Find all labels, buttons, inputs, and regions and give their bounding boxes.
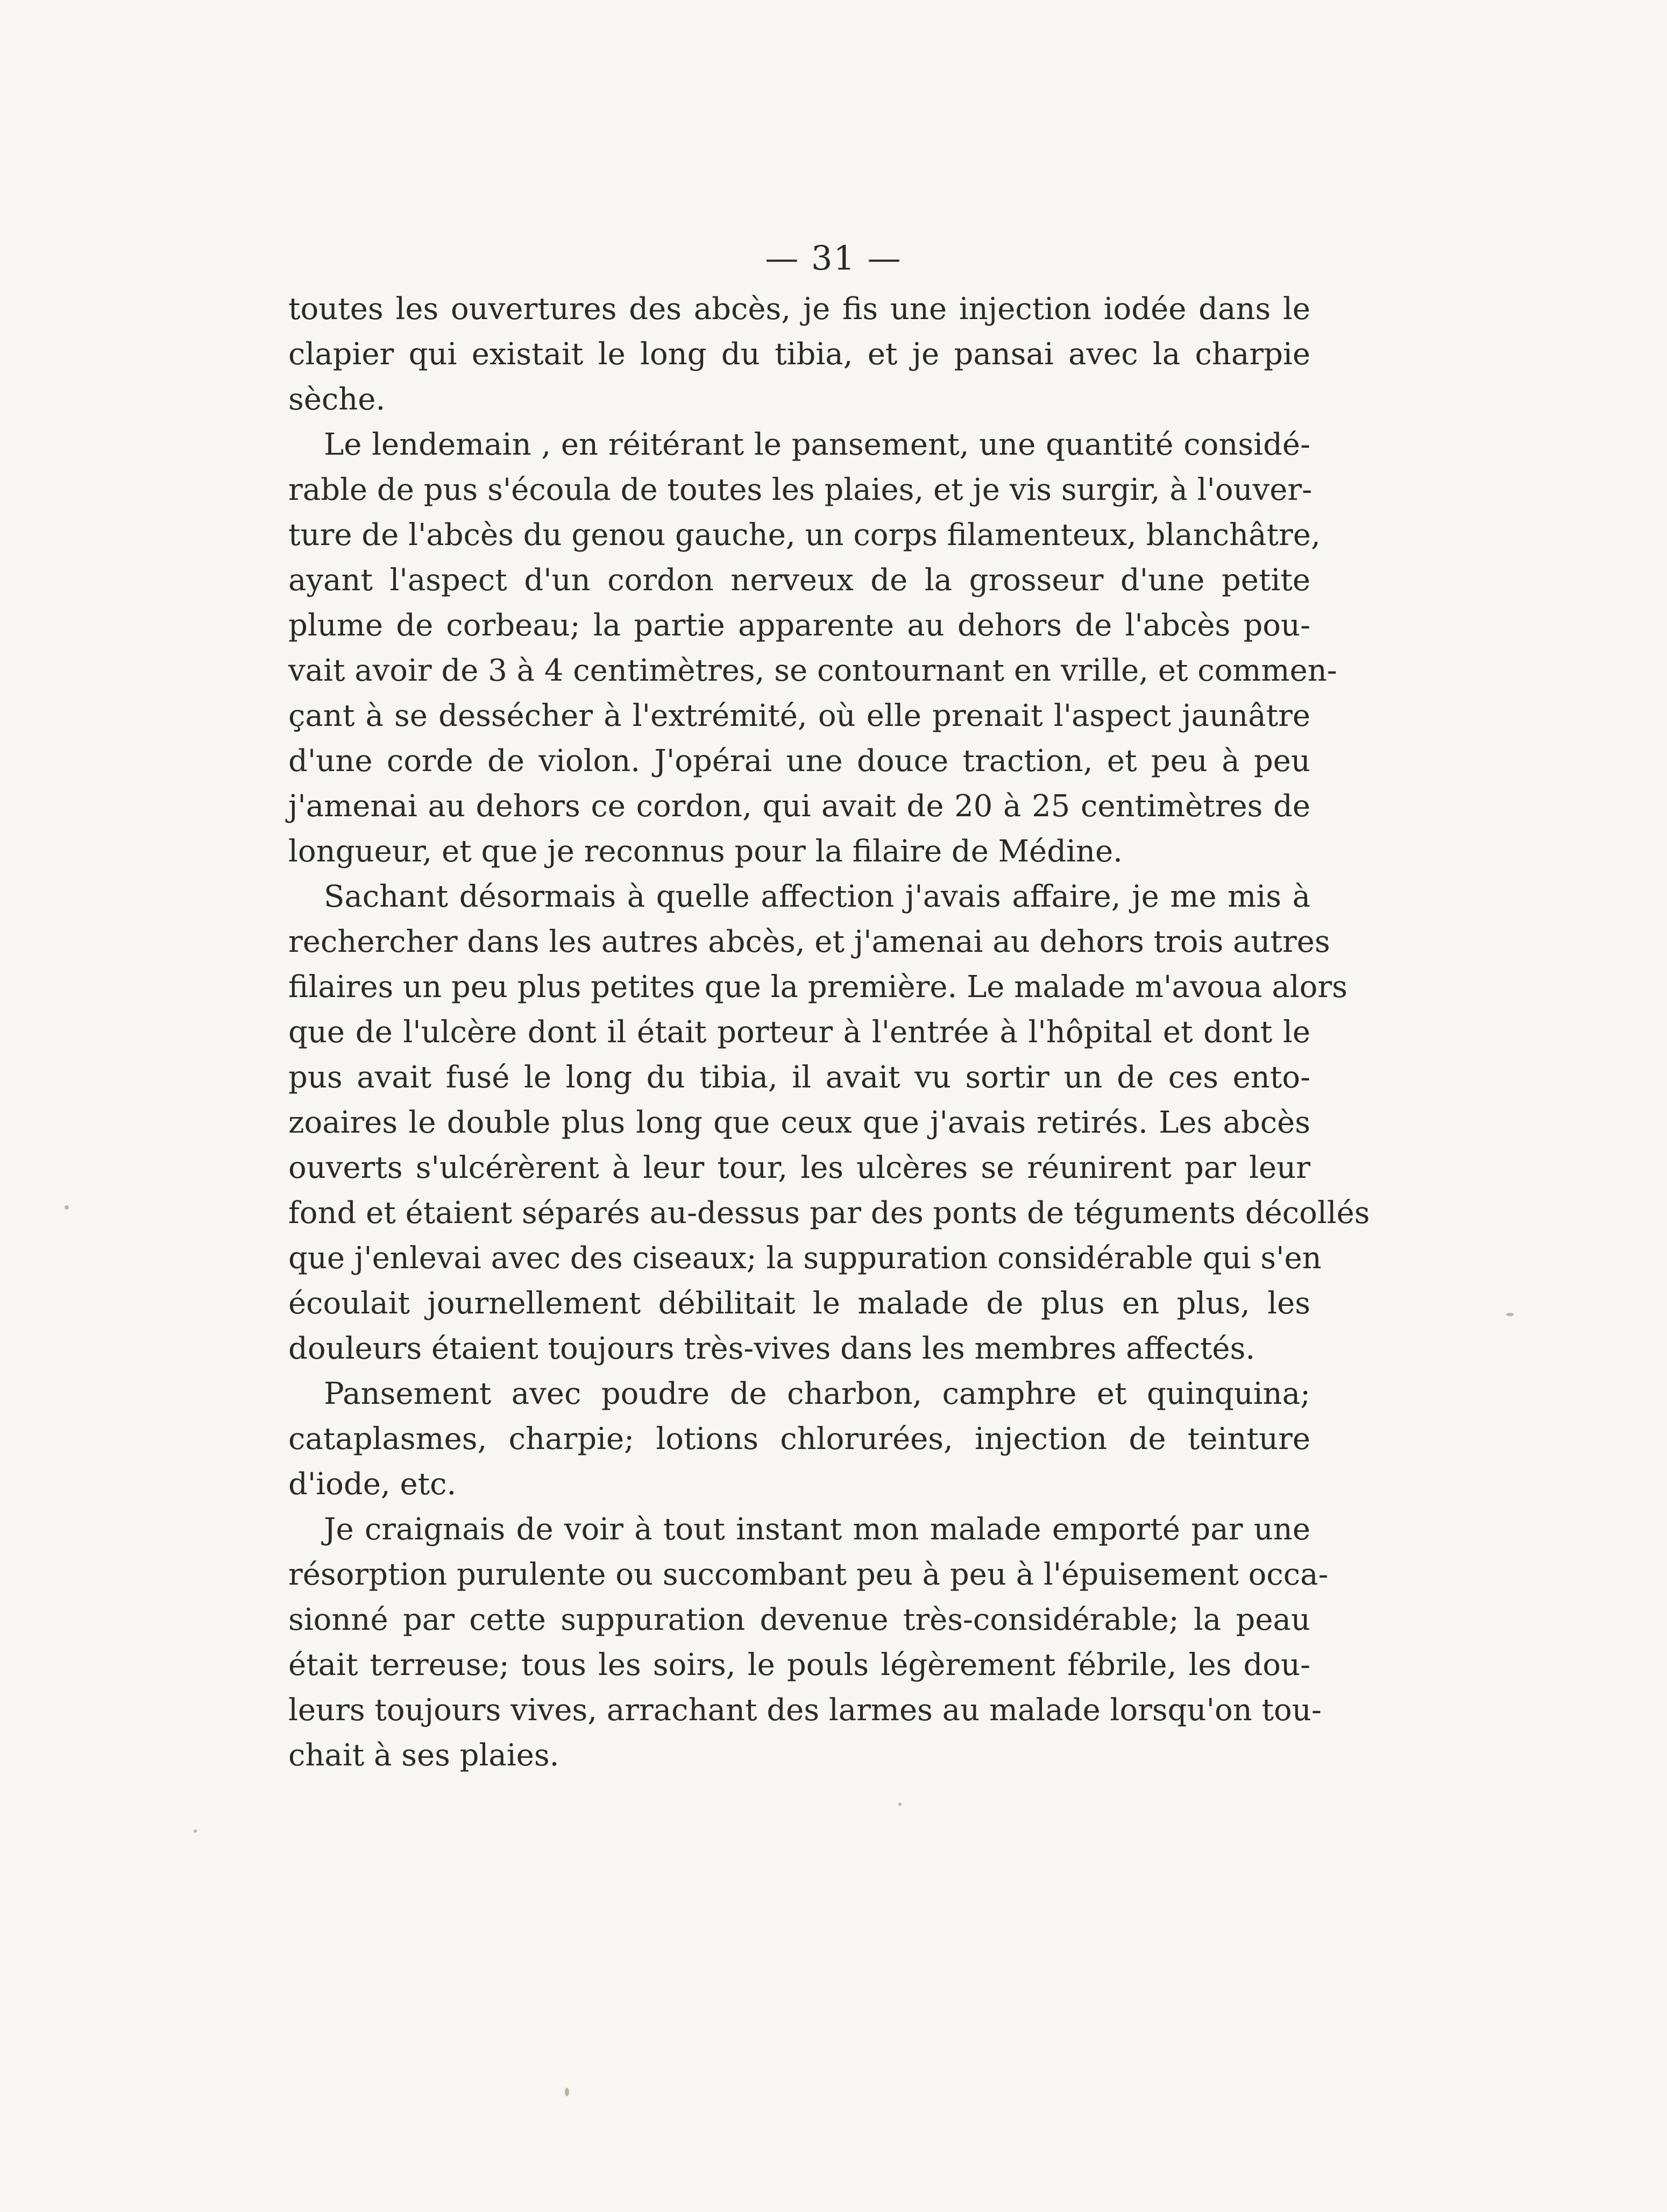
paper-speck bbox=[898, 1803, 902, 1806]
text-line: douleurs étaient toujours très-vives dans les membres affectés. bbox=[288, 1331, 1255, 1366]
text-line: que j'enlevai avec des ciseaux; la suppuration considérable qui s'en bbox=[288, 1241, 1322, 1276]
text-line: clapier qui existait le long du tibia, et je pansai avec la charpie bbox=[288, 337, 1310, 372]
body-text bbox=[288, 287, 1370, 1778]
text-line: rechercher dans les autres abcès, et j'amenai au dehors trois autres bbox=[288, 924, 1330, 959]
text-line: résorption purulente ou succombant peu à peu à l'épuisement occa- bbox=[288, 1557, 1329, 1592]
text-line: j'amenai au dehors ce cordon, qui avait de 20 à 25 centimètres de bbox=[288, 789, 1310, 824]
text-line: Le lendemain , en réitérant le pansement, une quantité considé- bbox=[324, 427, 1310, 462]
text-line: cataplasmes, charpie; lotions chlorurées, injection de teinture bbox=[288, 1422, 1310, 1457]
text-line: Sachant désormais à quelle affection j'avais affaire, je me mis à bbox=[324, 879, 1310, 914]
text-line: çant à se dessécher à l'extrémité, où elle prenait l'aspect jaunâtre bbox=[288, 698, 1310, 733]
paper-speck bbox=[65, 1205, 69, 1210]
text-line: leurs toujours vives, arrachant des larmes au malade lorsqu'on tou- bbox=[288, 1693, 1322, 1728]
text-line: zoaires le double plus long que ceux que j'avais retirés. Les abcès bbox=[288, 1105, 1310, 1140]
text-line: sèche. bbox=[288, 382, 386, 417]
page-number: — 31 — bbox=[765, 238, 902, 278]
text-line: que de l'ulcère dont il était porteur à l'entrée à l'hôpital et dont le bbox=[288, 1015, 1310, 1050]
text-line: sionné par cette suppuration devenue très-considérable; la peau bbox=[288, 1602, 1310, 1637]
text-line: ouverts s'ulcérèrent à leur tour, les ulcères se réunirent par leur bbox=[288, 1150, 1310, 1185]
text-line: était terreuse; tous les soirs, le pouls légèrement fébrile, les dou- bbox=[288, 1648, 1310, 1683]
text-line: pus avait fusé le long du tibia, il avait vu sortir un de ces ento- bbox=[288, 1060, 1310, 1095]
text-line: écoulait journellement débilitait le malade de plus en plus, les bbox=[288, 1286, 1310, 1321]
paper-speck bbox=[194, 1829, 197, 1833]
paper-speck bbox=[1506, 1313, 1514, 1316]
text-line: plume de corbeau; la partie apparente au dehors de l'abcès pou- bbox=[288, 608, 1310, 643]
text-line: filaires un peu plus petites que la première. Le malade m'avoua alors bbox=[288, 970, 1347, 1005]
text-line: Je craignais de voir à tout instant mon malade emporté par une bbox=[324, 1512, 1310, 1547]
text-line: vait avoir de 3 à 4 centimètres, se contournant en vrille, et commen- bbox=[288, 653, 1337, 688]
text-line: chait à ses plaies. bbox=[288, 1738, 559, 1773]
paper-speck bbox=[565, 2088, 569, 2096]
text-line: longueur, et que je reconnus pour la filaire de Médine. bbox=[288, 834, 1123, 869]
text-line: fond et étaient séparés au-dessus par des ponts de téguments décollés bbox=[288, 1196, 1370, 1231]
text-line: d'iode, etc. bbox=[288, 1467, 457, 1502]
text-line: Pansement avec poudre de charbon, camphre et quinquina; bbox=[324, 1376, 1310, 1411]
text-line: ayant l'aspect d'un cordon nerveux de la grosseur d'une petite bbox=[288, 563, 1310, 598]
text-line: d'une corde de violon. J'opérai une douce traction, et peu à peu bbox=[288, 744, 1310, 779]
text-line: ture de l'abcès du genou gauche, un corps filamenteux, blanchâtre, bbox=[288, 518, 1321, 553]
text-line: toutes les ouvertures des abcès, je fis une injection iodée dans le bbox=[288, 292, 1310, 327]
text-line: rable de pus s'écoula de toutes les plaies, et je vis surgir, à l'ouver- bbox=[288, 472, 1313, 507]
